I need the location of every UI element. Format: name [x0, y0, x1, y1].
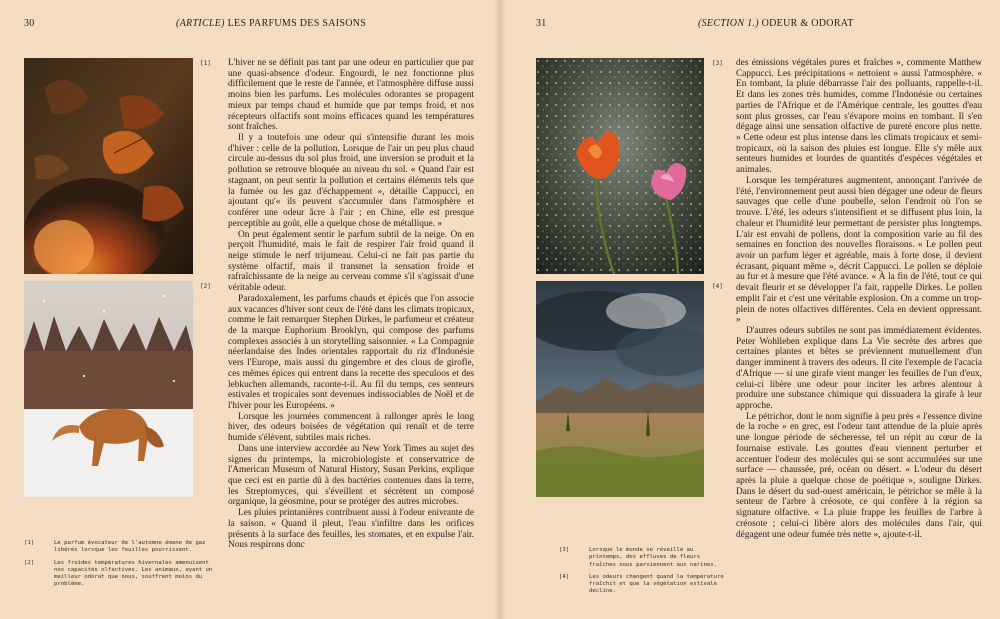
- caption-3: [3] Lorsque le monde se réveille au printemps, des effluves de fleurs fraîches nous parviennent aux narines.: [559, 547, 717, 568]
- paragraph: Les pluies printanières contribuent aussi à l'odeur enivrante de la saison. « Quand il pleut, l'eau s'infiltre dans les orifices présents à la surface des feuilles, les stomates, et en expulse l'air. Nous respirons donc: [228, 508, 474, 551]
- paragraph: des émissions végétales pures et fraîches », commente Matthew Cappucci. Les précipitations « nettoient » aussi l'atmosphère. « En tombant, la pluie débarrasse l'air des polluants, rappelle-t-il. Et dans les zones très humides, comme l'Indonésie ou certaines parties de l'Afrique et de l'Amérique centrale, les gouttes d'eau sont plus grosses, car l'eau s'évapore moins en tombant. Il s'en dégage ainsi une sensation olfactive de pureté encore plus nette. » Cette odeur est plus intense dans les climats tropicaux et semi-tropicaux, où la saison des pluies est longue. Elle s'y mêle aux senteurs humides et lourdes de quantités d'espèces végétales et animales.: [736, 58, 982, 176]
- header-tag-left: (ARTICLE): [176, 18, 225, 29]
- caption-4: [4] Les odeurs changent quand la température fraîchit et que la végétation estivale décline.: [559, 573, 724, 595]
- article-column-right: [736, 58, 982, 603]
- caption-2: [2] Les froides températures hivernales amenuisent nos capacités olfactives. Les animaux, ayant un meilleur odorat que nous, souffrent moins du problème.: [24, 559, 213, 588]
- paragraph: Lorsque les températures augmentent, annonçant l'arrivée de l'été, l'environnement peut aussi bien dégager une odeur de fleurs sauvages que celle d'une poubelle, selon l'endroit où l'on se trouve. L'été, les odeurs s'intensifient et se diffusent plus loin, la chaleur et l'humidité leur permettant de persister plus longtemps. L'air est envahi de pollens, dont la composition varie au fil des semaines en fonction des nouvelles floraisons. « Le pollen peut avoir un parfum léger et agréable, mais à forte dose, il devient écrasant, piquant même », décrit Cappucci. Le pollen se déploie au fur et à mesure que l'été avance. « À la fin de l'été, tout ce qui devait fleurir et se développer l'a fait, rappelle Dirkes. Le pollen emplit l'air et c'est une véritable explosion. On a comme un trop-plein de notes olfactives différentes. Cela en devient oppressant. »: [736, 175, 982, 326]
- photo-fox-in-snow: [24, 281, 193, 497]
- header-tag-right: (SECTION 1.): [698, 18, 759, 29]
- right-page: [500, 0, 1000, 619]
- article-column-left: [228, 58, 474, 603]
- paragraph: L'hiver ne se définit pas tant par une odeur en particulier que par une quasi-absence d'odeur. Engourdi, le nez fonctionne plus difficilement que le reste de l'année, et l'atmosphère diffuse aussi moins bien les parfums. Les molécules odorantes se propagent mieux par temps chaud et humide que par temps froid, et nos récepteurs olfactifs sont moins efficaces quand les températures sont fraîches.: [228, 58, 474, 133]
- running-header-right: [698, 18, 854, 29]
- photo-ref-2: [2]: [200, 283, 211, 290]
- paragraph: D'autres odeurs subtiles ne sont pas immédiatement évidentes. Peter Wohlleben explique dans La Vie secrète des arbres que certaines plantes et bêtes se préviennent mutuellement d'un danger imminent à travers des odeurs. Il cite l'exemple de l'acacia d'Afrique — si une girafe vient manger les feuilles de l'un d'eux, celui-ci libère une odeur pour inciter les arbres alentour à produire une substance chimique qui dissuadera la girafe à leur approche.: [736, 325, 982, 411]
- paragraph: Il y a toutefois une odeur qui s'intensifie durant les mois d'hiver : celle de la pollution. Lorsque de l'air un peu plus chaud circule au-dessus du sol plus froid, une inversion se produit et la pollution se retrouve bloquée au niveau du sol. « Quand l'air est stagnant, on peut sentir la pollution et certains éléments tels que la fumée ou les gaz d'échappement », détaille Cappucci, en ajoutant qu'« ils peuvent s'accumuler dans l'atmosphère et conférer une odeur âcre à l'air ; en Chine, elle est presque perceptible au goût, elle a quelque chose de métallique. »: [228, 133, 474, 229]
- photo-ref-3: [3]: [712, 60, 723, 67]
- photo-ref-1: [1]: [200, 60, 211, 67]
- captions-right: [559, 547, 729, 601]
- paragraph: Lorsque les journées commencent à rallonger après le long hiver, des odeurs boisées de végétation qui renaît et de terre humide s'élèvent, subtiles mais riches.: [228, 411, 474, 444]
- paragraph: Dans une interview accordée au New York Times au sujet des signes du printemps, la microbiologiste et conservatrice de l'American Museum of Natural History, Susan Perkins, explique que ceci est en partie dû à des bactéries contenues dans la terre, les Streptomyces, qui s'éveillent et sécrètent un composé organique, la géosmine, pour se protéger des autres microbes.: [228, 443, 474, 508]
- photo-autumn-leaves: [24, 58, 193, 274]
- photo-ref-4: [4]: [712, 283, 723, 290]
- paragraph: Paradoxalement, les parfums chauds et épicés que l'on associe aux vacances d'hiver sont ceux de l'été dans les climats tropicaux, comme le fait remarquer Stephen Dirkes, le parfumeur et créateur de la marque Euphorium Brooklyn, qui compose des parfums complexes associés à un storytelling saisonnier. « La Compagnie néerlandaise des Indes orientales rapportait du riz d'Indonésie vers l'Europe, mais aussi du gingembre et des clous de girofle, ces mêmes épices qui entrent dans la recette des speculoos et des lebkuchen allemands, raconte-t-il. Au fil du temps, ces senteurs estivales et tropicales sont devenues indissociables de Noël et de l'hiver pour les Européens. »: [228, 293, 474, 411]
- running-header-left: [176, 18, 366, 29]
- photo-tulips-rain: [536, 58, 704, 274]
- page-number-right: 31: [536, 18, 547, 29]
- captions-left: [24, 540, 214, 594]
- photo-desert-storm: [536, 281, 704, 497]
- page-number-left: 30: [24, 18, 35, 29]
- header-title-left: LES PARFUMS DES SAISONS: [227, 18, 367, 29]
- caption-1: [1] Le parfum évocateur de l'automne émane de gaz libérés lorsque les feuilles pourrissent.: [24, 540, 206, 554]
- paragraph: Le pétrichor, dont le nom signifie à peu près « l'essence divine de la roche » en grec, est l'odeur tant attendue de la pluie après une longue période de sécheresse, tel un répit au cœur de la fournaise estivale. Les gouttes d'eau viennent perturber et accentuer l'odeur des molécules qui se sont accumulées sur une surface — chaussée, pré, océan ou désert. « L'odeur du désert après la pluie a quelque chose de poétique », souligne Dirkes. Dans le désert du sud-ouest américain, le pétrichor se mêle à la senteur de l'arbre à créosote, ce qui confère à la région sa signature olfactive. « La pluie frappe les feuilles de l'arbre à créosote ; celui-ci libère alors des molécules dans l'air, qui dégagent une odeur fumée très nette », ajoute-t-il.: [736, 411, 982, 540]
- header-title-right: ODEUR & ODORAT: [761, 18, 854, 29]
- paragraph: On peut également sentir le parfum subtil de la neige. On en perçoit l'humidité, mais le fait de respirer l'air froid quand il neige stimule le nerf trijumeau. Celui-ci ne fait pas partie du système olfactif, mais il transmet la sensation froide et rafraîchissante de la neige au cerveau comme s'il s'agissait d'une véritable odeur.: [228, 229, 474, 294]
